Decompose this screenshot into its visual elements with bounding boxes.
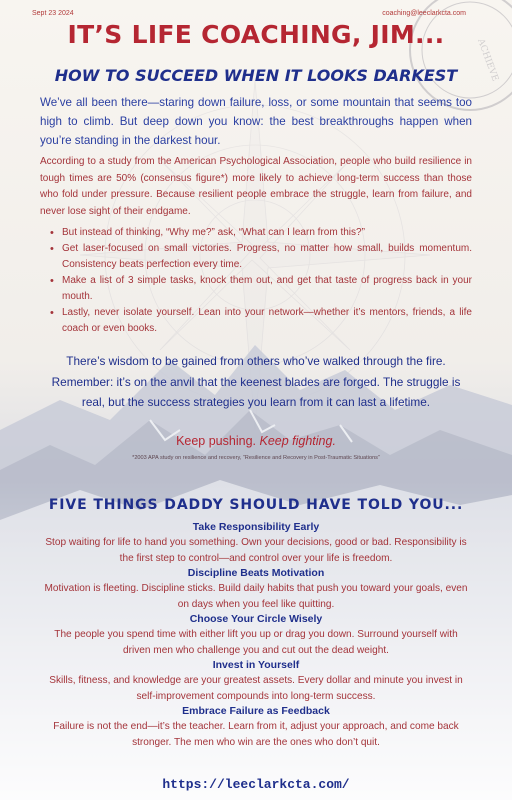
keep-pushing-line [0, 434, 512, 448]
date-label: Sept 23 2024 [32, 10, 74, 17]
tip-item [40, 612, 472, 658]
five-things-heading: FIVE THINGS DADDY SHOULD HAVE TOLD YOU... [48, 497, 464, 513]
advice-list [48, 225, 472, 337]
email-link[interactable]: coaching@leeclarkcta.com [382, 10, 466, 17]
footnote: *2003 APA study on resilience and recovery, “Resilience and Recovery in Post-Traumatic Situations” [132, 455, 380, 461]
tip-item [40, 658, 472, 704]
five-things-list [40, 520, 472, 750]
tip-body: Skills, fitness, and knowledge are your greatest assets. Every dollar and minute you invest in self-improvement compounds into long-term success. [49, 675, 463, 702]
tip-body: Stop waiting for life to hand you something. Own your decisions, good or bad. Responsibility is the first step to control—and control over your life is freedom. [45, 537, 467, 564]
tip-item [40, 704, 472, 750]
tip-title: Choose Your Circle Wisely [189, 613, 323, 625]
intro-paragraph: We’ve all been there—staring down failure, loss, or some mountain that seems too high to climb. But deep down you know: the best breakthroughs happen when you’re standing in the darkest hour. [40, 96, 472, 147]
list-item: • Get laser-focused on small victories. Progress, no matter how small, builds momentum. Consistency beats perfection every time. [48, 241, 472, 273]
tip-body: The people you spend time with either lift you up or drag you down. Surround yourself with driven men who challenge you and cut out the dead weight. [54, 629, 458, 656]
tip-title: Invest in Yourself [212, 659, 300, 671]
svg-text:ACHIEVE: ACHIEVE [475, 37, 500, 83]
tip-item [40, 566, 472, 612]
research-paragraph: According to a study from the American Psychological Association, people who build resilience in tough times are 50% (consensus figure*) more likely to achieve long-term success than those who fold under pressure. Because resilient people embrace the struggle, learn from failure, and never lose sight of their endgame. [40, 156, 472, 217]
wisdom-paragraph: There’s wisdom to be gained from others who’ve walked through the fire. Remember: it’s on the anvil that the keenest blades are forged. The struggle is real, but the success strategies you learn from it can last a lifetime. [51, 354, 461, 409]
list-item: • But instead of thinking, “Why me?” ask, “What can I learn from this?” [48, 225, 472, 241]
keep-fighting-text: Keep fighting. [259, 434, 336, 448]
list-item: • Make a list of 3 simple tasks, knock them out, and get that taste of progress back in your mouth. [48, 273, 472, 305]
keep-pushing-text: Keep pushing. [176, 434, 256, 448]
tip-body: Motivation is fleeting. Discipline sticks. Build daily habits that push you toward your goals, even on days when you feel like quitting. [44, 583, 468, 610]
tip-title: Discipline Beats Motivation [187, 567, 325, 579]
tip-title: Take Responsibility Early [192, 521, 320, 533]
page-title: IT’S LIFE COACHING, JIM... [67, 20, 445, 49]
top-bar [32, 10, 466, 17]
list-item: • Lastly, never isolate yourself. Lean into your network—whether it’s mentors, friends, a life coach or even books. [48, 305, 472, 337]
tip-title: Embrace Failure as Feedback [182, 705, 330, 717]
website-link[interactable]: https://leeclarkcta.com/ [162, 777, 350, 792]
page-subtitle: HOW TO SUCCEED WHEN IT LOOKS DARKEST [54, 66, 458, 85]
tip-body: Failure is not the end—it’s the teacher. Learn from it, adjust your approach, and come back stronger. The men who win are the ones who don’t quit. [53, 721, 459, 748]
tip-item [40, 520, 472, 566]
